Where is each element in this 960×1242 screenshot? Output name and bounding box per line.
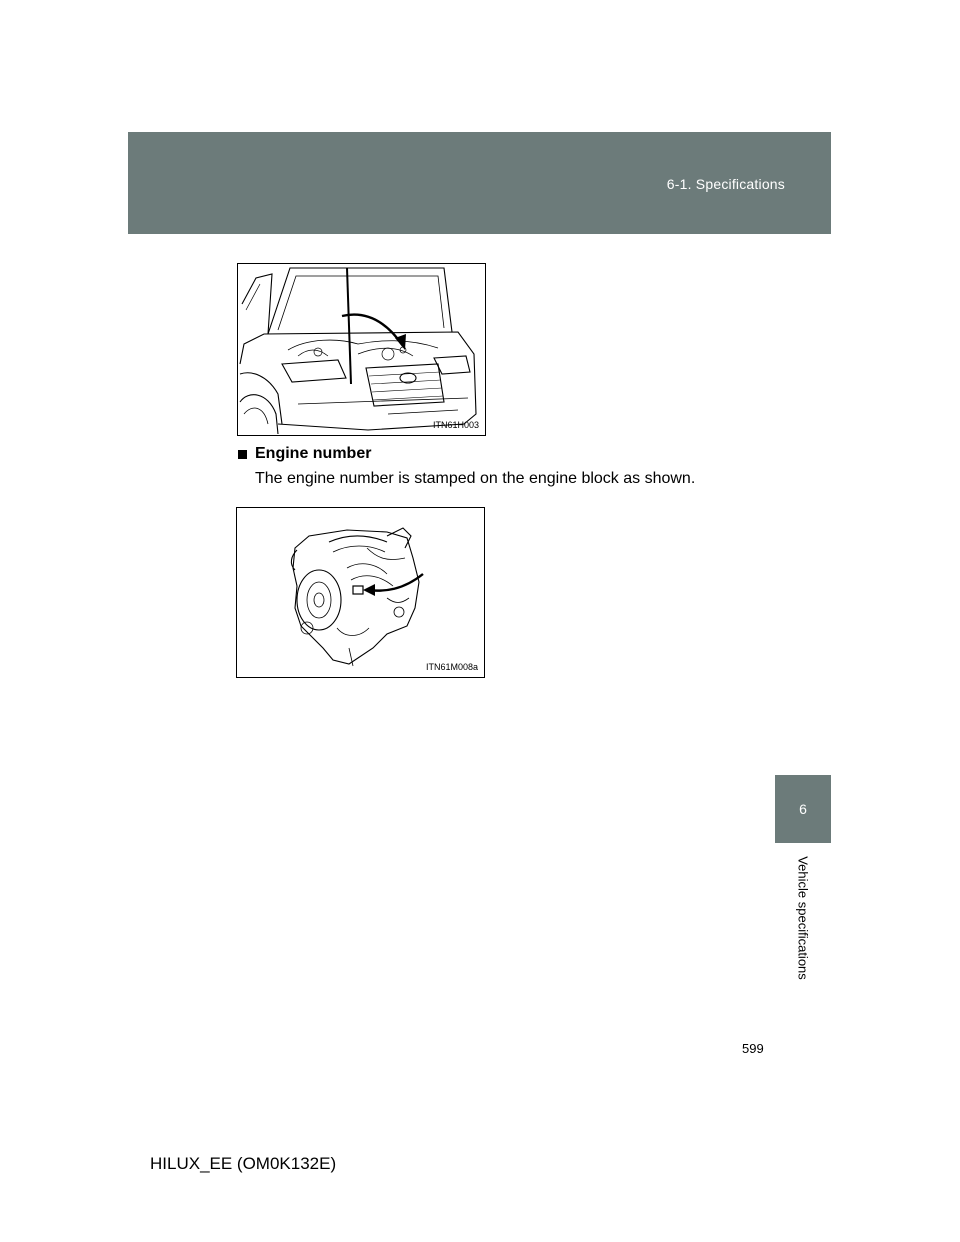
engine-number-title: Engine number — [255, 445, 372, 462]
engine-number-heading — [238, 445, 371, 463]
vehicle-front-illustration — [237, 263, 486, 436]
chapter-number: 6 — [799, 801, 807, 817]
vehicle-front-drawing — [238, 264, 485, 435]
header-band — [128, 132, 831, 234]
chapter-label: Vehicle specifications — [795, 856, 811, 980]
engine-number-description: The engine number is stamped on the engine block as shown. — [255, 470, 696, 487]
engine-block-illustration — [236, 507, 485, 678]
page-number: 599 — [742, 1041, 764, 1056]
section-title: 6-1. Specifications — [666, 176, 785, 192]
figure-code: ITN61M008a — [425, 662, 478, 672]
engine-block-drawing — [237, 508, 484, 677]
chapter-tab — [775, 775, 831, 843]
figure-code: ITN61H003 — [432, 420, 479, 430]
square-bullet-icon — [238, 450, 247, 459]
document-code: HILUX_EE (OM0K132E) — [150, 1154, 337, 1173]
